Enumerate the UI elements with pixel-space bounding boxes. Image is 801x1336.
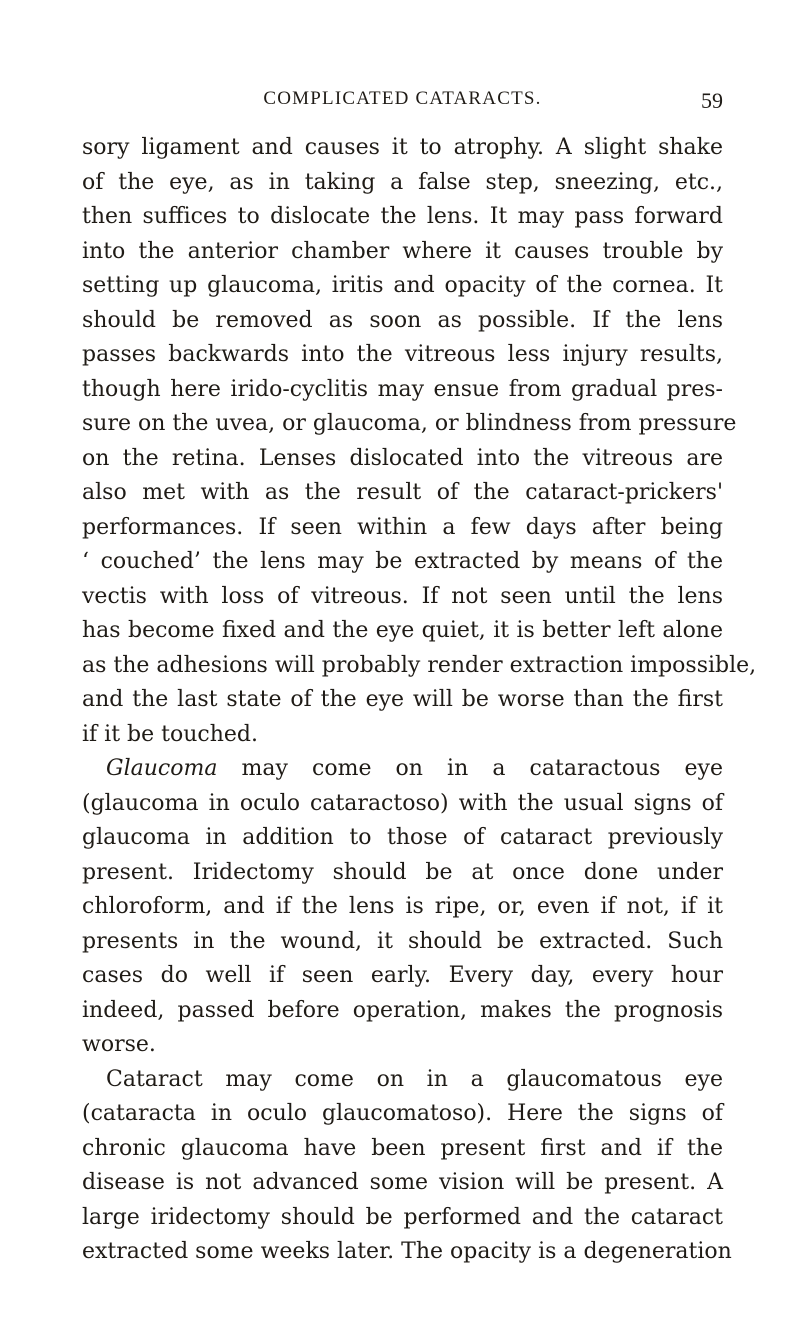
text-line: glaucoma in addition to those of cataract previously xyxy=(82,825,723,850)
text-line: and the last state of the eye will be worse than the first xyxy=(82,687,723,712)
text-line: Cataract may come on in a glaucomatous eye xyxy=(106,1066,723,1092)
text-line: passes backwards into the vitreous less injury results, xyxy=(82,342,723,367)
text-line: ‘ couched’ the lens may be extracted by means of the xyxy=(82,549,723,574)
text-line: of the eye, as in taking a false step, sneezing, etc., xyxy=(82,169,723,195)
text-line-rest: may come on in a cataractous eye xyxy=(217,756,723,781)
body-text xyxy=(82,131,757,1270)
text-line: then suffices to dislocate the lens. It may pass forward xyxy=(82,204,723,229)
text-line: performances. If seen within a few days after being xyxy=(82,514,723,540)
page-number: 59 xyxy=(701,88,723,113)
text-line: into the anterior chamber where it causes trouble by xyxy=(82,238,723,264)
text-line: (glaucoma in oculo cataractoso) with the usual signs of xyxy=(82,790,723,816)
running-title: COMPLICATED CATARACTS. xyxy=(263,88,542,109)
text-line: should be removed as soon as possible. If the lens xyxy=(82,307,723,333)
text-line: cases do well if seen early. Every day, every hour xyxy=(82,963,723,988)
text-line: also met with as the result of the cataract-prickers' xyxy=(82,480,723,505)
text-line: vectis with loss of vitreous. If not seen until the lens xyxy=(82,583,723,609)
text-line: worse. xyxy=(82,1032,156,1057)
text-line: chronic glaucoma have been present first and if the xyxy=(82,1135,723,1161)
text-line: presents in the wound, it should be extracted. Such xyxy=(82,928,723,954)
running-head xyxy=(82,88,723,116)
text-line: (cataracta in oculo glaucomatoso). Here the signs of xyxy=(82,1101,723,1126)
text-line: sure on the uvea, or glaucoma, or blindness from pressure xyxy=(82,411,737,436)
glaucoma-heading: Glaucoma xyxy=(106,756,218,781)
text-line: on the retina. Lenses dislocated into the vitreous are xyxy=(82,445,723,471)
text-line: present. Iridectomy should be at once done under xyxy=(82,859,723,885)
text-line: sory ligament and causes it to atrophy. A slight shake xyxy=(82,135,723,160)
text-line: chloroform, and if the lens is ripe, or, even if not, if it xyxy=(82,894,723,919)
text-line: disease is not advanced some vision will be present. A xyxy=(82,1170,723,1195)
text-line: has become fixed and the eye quiet, it is better left alone xyxy=(82,618,723,643)
text-line: large iridectomy should be performed and the cataract xyxy=(82,1204,723,1230)
text-line: if it be touched. xyxy=(82,721,258,747)
text-line: as the adhesions will probably render extraction impossible, xyxy=(82,652,757,678)
text-line-glaucoma xyxy=(82,752,723,787)
text-line: extracted some weeks later. The opacity is a degeneration xyxy=(82,1239,732,1264)
text-line: setting up glaucoma, iritis and opacity of the cornea. It xyxy=(82,273,723,298)
text-line: indeed, passed before operation, makes the prognosis xyxy=(82,997,723,1023)
text-line: though here irido-cyclitis may ensue from gradual pres- xyxy=(82,376,723,402)
